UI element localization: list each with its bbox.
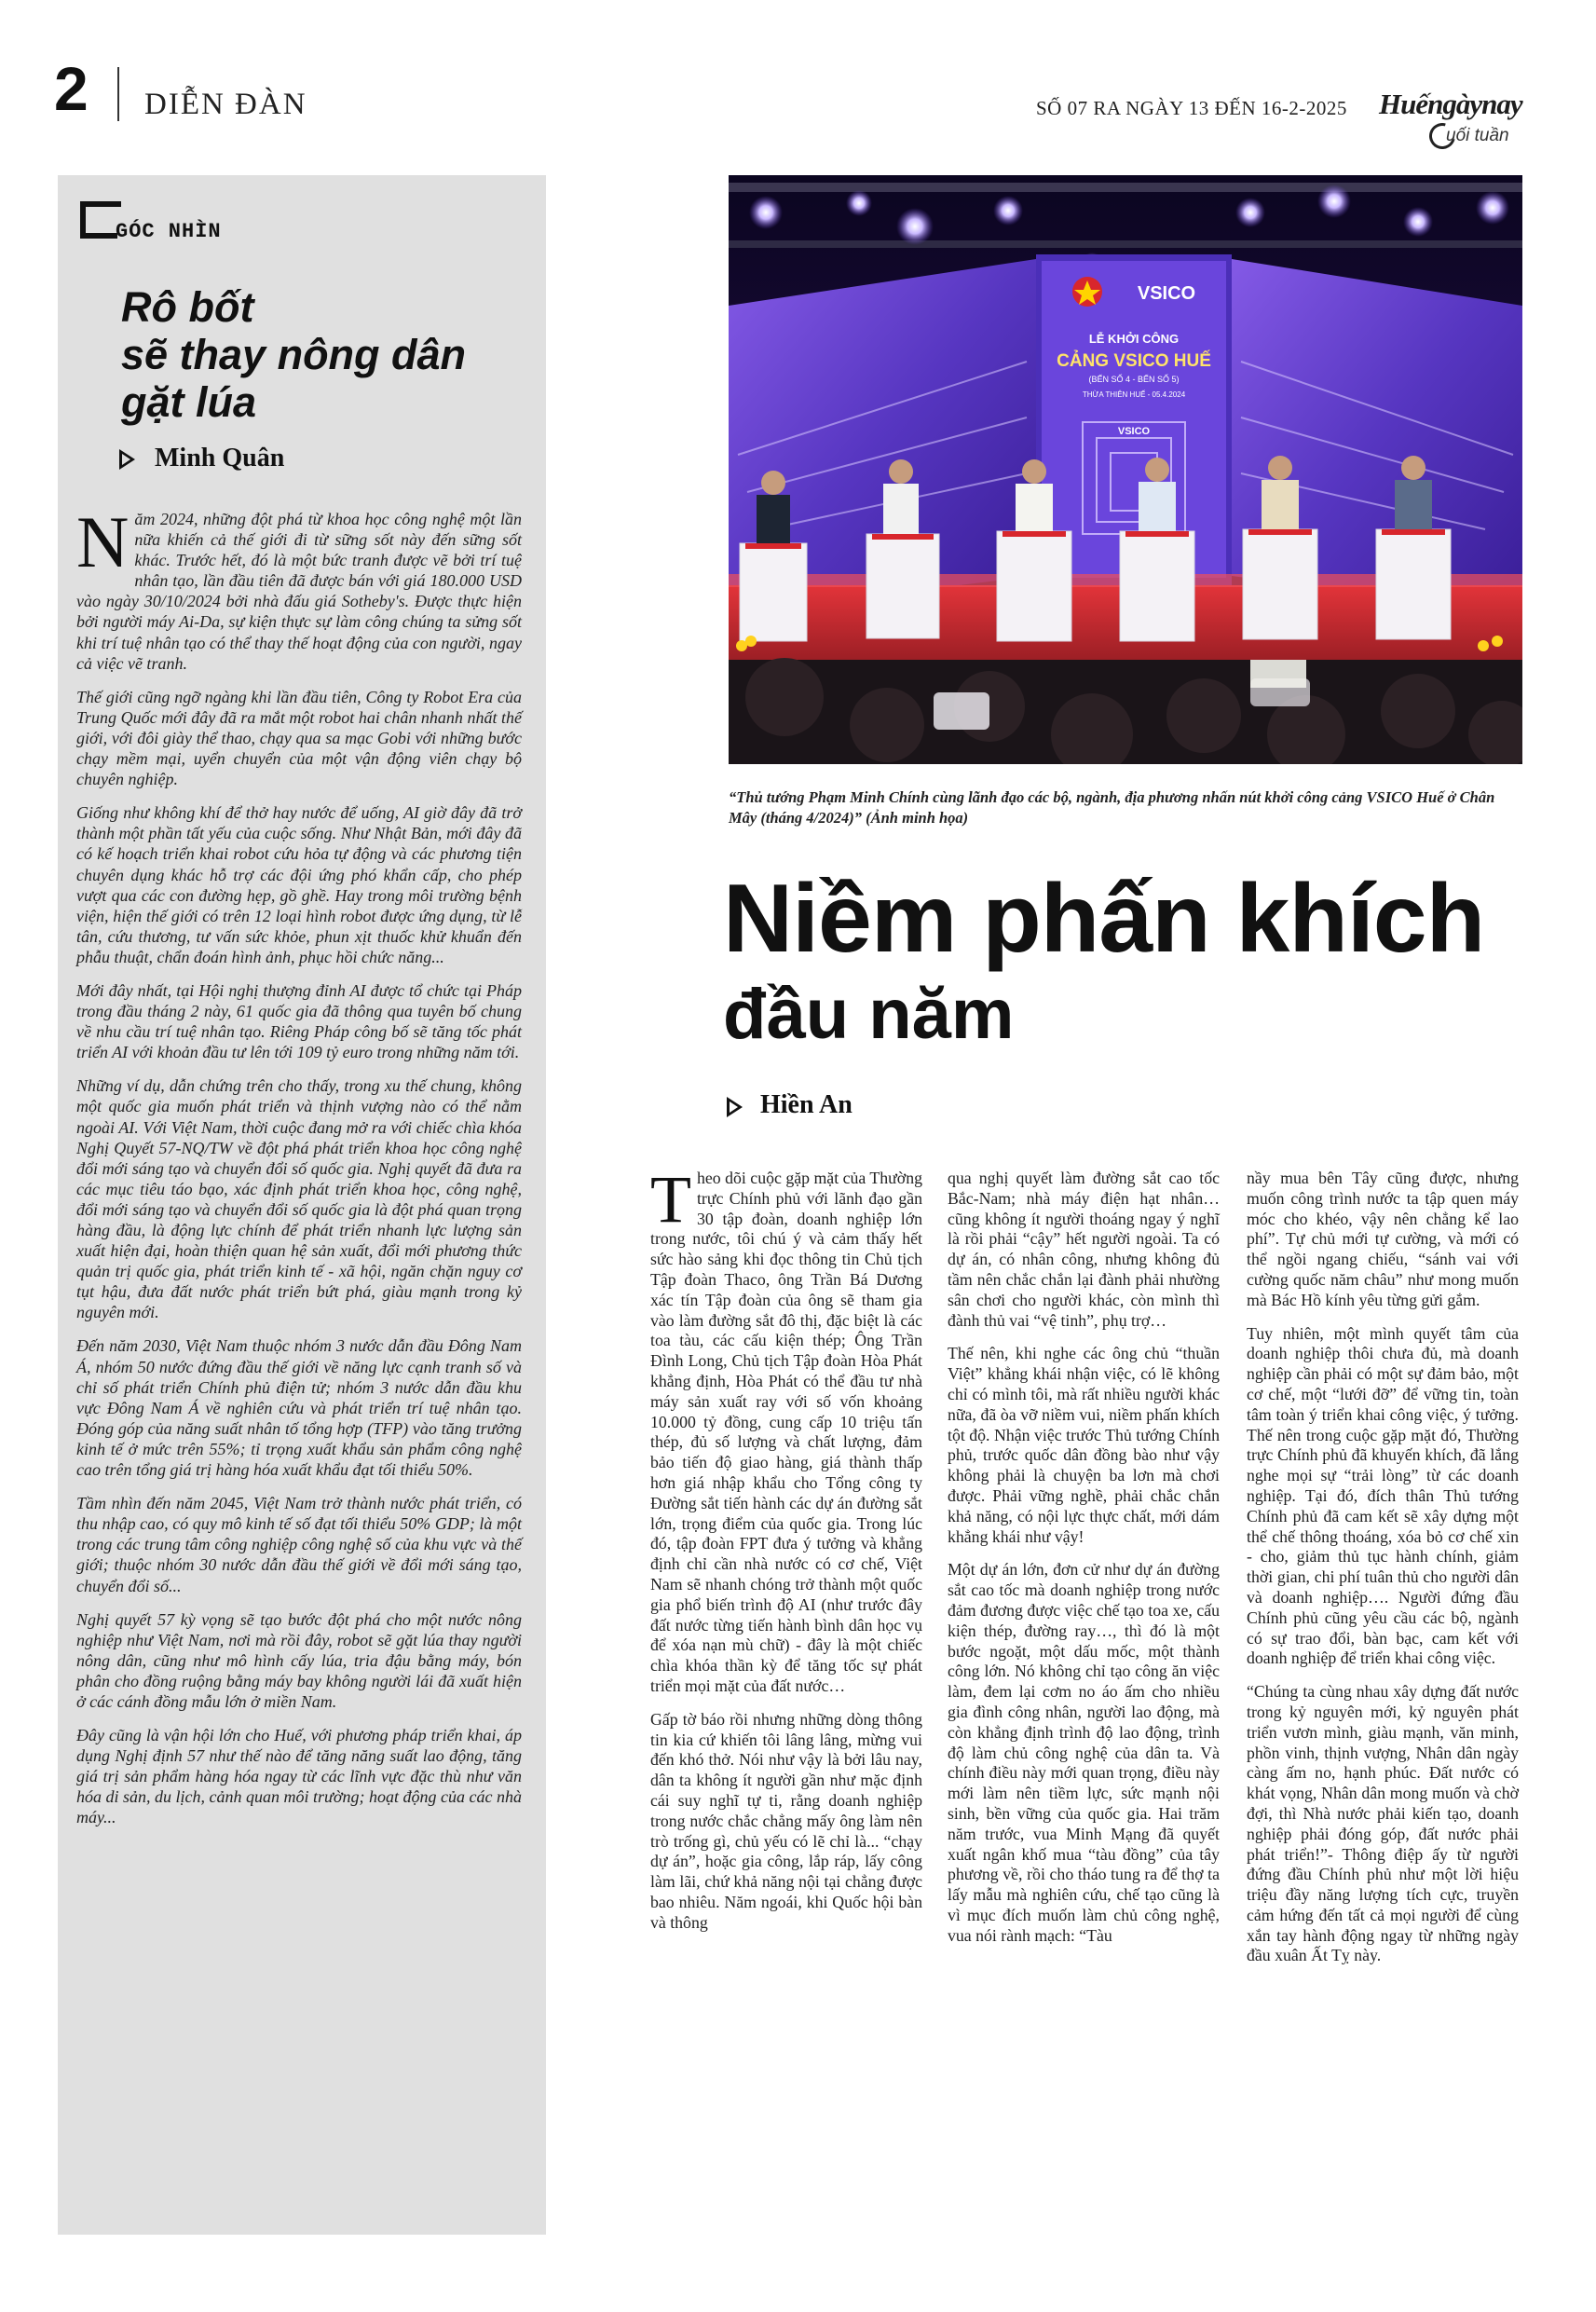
article-photo — [729, 175, 1522, 764]
publication-logo-sub: uối tuần — [1446, 126, 1509, 145]
article-paragraph: Gấp tờ báo rồi nhưng những dòng thông tin kia cứ khiến tôi lâng lâng, mừng vui đến khó thở. Nói như vậy là bởi lâu nay, dân ta không ít người gần như mặc định cái suy nghĩ tự ti, rằng doanh nghiệp trong nước chắc chẳng mấy ông làm nên trò trống gì, chủ yếu có lẽ chỉ là... “chạy dự án”, hoặc gia công, lắp ráp, lấy công làm lãi, chứ khả năng nội tại chẳng được bao nhiêu. Năm ngoái, khi Quốc hội bàn và thông — [650, 1709, 922, 1932]
article-column-3 — [1247, 1169, 1519, 1979]
sidebar-paragraph: Năm 2024, những đột phá từ khoa học công nghệ một lần nữa khiến cả thế giới đi từ sững sốt này đến sững sốt khác. Trước hết, đó là một bức tranh được vẽ bởi trí tuệ nhân tạo, lần đầu tiên đã được bán với giá 180.000 USD vào ngày 30/10/2024 bởi nhà đấu giá Sotheby's. Được thực hiện bởi người máy Ai-Da, sự kiện thực sự làm công chúng ta sửng sốt khi trí tuệ nhân tạo có thể thay thế hoạt động của con người, ngay cả việc vẽ tranh. — [76, 501, 522, 673]
article-author: Hiền An — [760, 1090, 853, 1119]
article-title — [723, 867, 1543, 1059]
article-column-1 — [650, 1162, 922, 1946]
page-number: 2 — [54, 54, 89, 123]
sidebar-paragraph: Thế giới cũng ngỡ ngàng khi lần đầu tiên, Công ty Robot Era của Trung Quốc mới đây đã ra mắt một robot hai chân nhanh nhất thế giới, với đôi giày thể thao, chạy qua sa mạc Gobi với những bước chạy mềm mại, uyển chuyển của một vận động viên chạy bộ chuyên nghiệp. — [76, 687, 522, 789]
sidebar-paragraph: Đây cũng là vận hội lớn cho Huế, với phương pháp triển khai, áp dụng Nghị định 57 như thế nào để tăng năng suất lao động, tăng giá trị sản phẩm hàng hóa ngay từ các lĩnh vực đặc thù như văn hóa di sản, du lịch, cảnh quan môi trường; hoạt động của các nhà máy... — [76, 1726, 522, 1827]
sidebar-paragraph: Nghị quyết 57 kỳ vọng sẽ tạo bước đột phá cho một nước nông nghiệp như Việt Nam, nơi mà rồi đây, robot sẽ gặt lúa thay người nông dân, cũng như mô hình cấy lúa, tria đậu bằng máy, bón phân cho đồng ruộng bằng máy bay không người lái đã xuất hiện ở các cánh đồng mẫu lớn ở miền Nam. — [76, 1609, 522, 1711]
issue-info: SỐ 07 RA NGÀY 13 ĐẾN 16-2-2025 — [1036, 97, 1347, 119]
header-divider — [117, 67, 119, 121]
article-paragraph: Theo dõi cuộc gặp mặt của Thường trực Chính phủ với lãnh đạo gần 30 tập đoàn, doanh nghiệp lớn trong nước, tôi chú ý và cảm thấy hết sức hào sảng khi đọc thông tin Chủ tịch Tập đoàn Thaco, ông Trần Bá Dương xác tín Tập đoàn của ông sẽ tham gia vào làm đường sắt đô thị, đặc biệt là các toa tàu, các cấu kiện thép; Ông Trần Đình Long, Chủ tịch Tập đoàn Hòa Phát khẳng định, Hòa Phát có thể đầu tư nhà máy sản xuất ray với số vốn khoảng 10.000 tỷ đồng, cung cấp 10 triệu tấn thép, đủ số lượng và chất lượng, đảm bảo tiến độ giao hàng, giá thành thấp hơn giá nhập khẩu cho Tổng công ty Đường sắt tiến hành các dự án đường sắt lớn, trọng điểm của quốc gia. Trong lúc đó, tập đoàn FPT đưa ý tưởng và khẳng định chỉ cần nhà nước có cơ chế, Việt Nam sẽ nhanh chóng trở thành một quốc gia phổ biến trình độ AI (như trước đây đất nước từng tiến hành bình dân học vụ để xóa nạn mù chữ) - đây là một chiếc chìa khóa thần kỳ để tăng tốc sự phát triển mọi mặt của đất nước… — [650, 1162, 922, 1695]
publication-logo: Huếngàynay — [1379, 88, 1522, 120]
article-paragraph: Tuy nhiên, một mình quyết tâm của doanh nghiệp thôi chưa đủ, mà doanh nghiệp cần phải có một sự đảm bảo, một cơ chế, một “lưới đỡ” để vững tin, toàn tâm toàn ý triển khai công việc, ý tưởng. Thế nên trong cuộc gặp mặt đó, Thường trực Chính phủ đã khuyến khích, đã lắng nghe mọi sự “trải lòng” từ các doanh nghiệp. Tại đó, đích thân Thủ tướng Chính phủ đã cam kết sẽ xây dựng một thể chế thông thoáng, xóa bỏ cơ chế xin - cho, giảm thủ tục hành chính, giảm thời gian, chi phí tuân thủ cho người dân và doanh nghiệp…. Người đứng đầu Chính phủ cũng yêu cầu các bộ, ngành có sự trao đổi, bàn bạc, cam kết với doanh nghiệp để triển khai công việc. — [1247, 1323, 1519, 1668]
sidebar-title-line: Rô bốt — [121, 283, 254, 331]
section-title: DIỄN ĐÀN — [144, 88, 307, 121]
photo-banner-date: THỪA THIÊN HUẾ - 05.4.2024 — [1082, 390, 1186, 399]
sidebar-paragraph: Những ví dụ, dẫn chứng trên cho thấy, trong xu thế chung, không một quốc gia muốn phát triển và thịnh vượng nào có thể nằm ngoài AI. Với Việt Nam, thời cuộc đang mở ra với chiếc chìa khóa Nghị Quyết 57-NQ/TW về đột phá phát triển khoa học công nghệ đổi mới sáng tạo và chuyển đổi số quốc gia. Nghị quyết đã đưa ra các mục tiêu táo bạo, xác định phát triển khoa học, công nghệ, đổi mới sáng tạo và chuyển đổi số quốc gia là đột phá quan trọng hàng đầu, là động lực chính để phát triển nhanh lực lượng sản xuất hiện đại, hoàn thiện quan hệ sản xuất, đổi mới phương thức quản trị quốc gia, phát triển kinh tế - xã hội, ngăn chặn nguy cơ tụt hậu, đưa đất nước phát triển bứt phá, giàu mạnh trong kỷ nguyên mới. — [76, 1076, 522, 1322]
photo-banner-name: CẢNG VSICO HUẾ — [1057, 351, 1211, 371]
sidebar-paragraph: Giống như không khí để thở hay nước để uống, AI giờ đây đã trở thành một phần tất yếu của cuộc sống. Như Nhật Bản, mới đây đã có kế hoạch triển khai robot cứu hỏa tự động và các phương tiện chuyên dụng khác hỗ trợ các đội ứng phó khẩn cấp, cho phép vượt qua các con đường hẹp, gồ ghề. Hay trong môi trường bệnh viện, hiện thế giới có trên 12 loại hình robot được ứng dụng, từ lễ tân, cứu thương, tư vấn sức khỏe, phun xịt thuốc khử khuẩn đến phẫu thuật, chẩn đoán hình ảnh, phục hồi chức năng... — [76, 803, 522, 966]
sidebar-paragraph: Đến năm 2030, Việt Nam thuộc nhóm 3 nước dẫn đầu Đông Nam Á, nhóm 50 nước đứng đầu thế giới về năng lực cạnh tranh số và chỉ số phát triển Chính phủ điện tử; nhóm 3 nước dẫn đầu khu vực Đông Nam Á về nghiên cứu và phát triển trí tuệ nhân tạo. Đóng góp của năng suất nhân tố tổng hợp (TFP) vào tăng trưởng kinh tế ở mức trên 55%; tỉ trọng xuất khẩu sản phẩm công nghệ cao trên tổng giá trị hàng hóa xuất khẩu đạt tối thiểu 50%. — [76, 1336, 522, 1480]
article-title-line2: đầu năm — [723, 975, 1015, 1054]
article-paragraph: nầy mua bên Tây cũng được, nhưng muốn công trình nước ta tập quen máy móc cho khéo, vậy nên chẳng kể lao phí”. Tự chủ mới tự cường, và mới có thể ngồi ngang chiếu, “sánh vai với cường quốc năm châu” như mong muốn mà Bác Hồ kính yêu từng gửi gắm. — [1247, 1169, 1519, 1309]
article-paragraph: Thế nên, khi nghe các ông chủ “thuần Việt” khẳng khái nhận việc, có lẽ không chỉ có mình tôi, mà rất nhiều người khác nữa, đã òa vỡ niềm vui, niềm phấn khích tột độ. Nhận việc trước Thủ tướng Chính phủ, trước quốc dân đồng bào như vậy không phải là chuyện ba lơn mà chơi được. Phải vững nghề, phải chắc chắn khả năng, có nội lực thực chất, mới dám khẳng khái như vậy! — [948, 1344, 1220, 1546]
sidebar-title-line: sẽ thay nông dân — [121, 331, 467, 378]
photo-banner-title: LỄ KHỞI CÔNG — [1088, 332, 1180, 346]
sidebar-paragraph: Mới đây nhất, tại Hội nghị thượng đỉnh AI được tổ chức tại Pháp trong đầu tháng 2 này, 61 quốc gia đã thông qua tuyên bố chung về nhu cầu trí tuệ nhân tạo. Riêng Pháp công bố sẽ tăng tốc phát triển AI với khoản đầu tư lên tới 109 tỷ euro trong những năm tới. — [76, 980, 522, 1062]
sidebar-author: Minh Quân — [155, 444, 285, 472]
article-paragraph: “Chúng ta cùng nhau xây dựng đất nước trong kỷ nguyên mới, kỷ nguyên phát triển vươn mình, giàu mạnh, văn minh, phồn vinh, thịnh vượng, Nhân dân ngày càng ấm no, hạnh phúc. Đất nước có khát vọng, Nhân dân mong muốn và chờ đợi, thì Nhà nước phải kiến tạo, doanh nghiệp phải đóng góp, đất nước phải phát triển!”- Thông điệp ấy từ người đứng đầu Chính phủ như một lời hiệu triệu đầy năng lượng tích cực, truyền cảm hứng đến tất cả mọi người để cùng xắn tay hành động ngay từ những ngày đầu xuân Ất Tỵ này. — [1247, 1682, 1519, 1965]
sidebar-paragraph: Tầm nhìn đến năm 2045, Việt Nam trở thành nước phát triển, có thu nhập cao, có quy mô kinh tế số đạt tối thiểu 50% GDP; là một trong các trung tâm công nghiệp công nghệ số của khu vực và thế giới; thuộc nhóm 30 nước dẫn đầu thế giới về đổi mới sáng tạo, chuyển đổi số... — [76, 1494, 522, 1595]
sidebar-title-line: gặt lúa — [121, 378, 257, 426]
corner-bracket-icon — [80, 201, 117, 239]
article-title-line1: Niềm phấn khích — [723, 865, 1485, 973]
photo-screen-brand: VSICO — [1117, 426, 1151, 437]
article-paragraph: qua nghị quyết làm đường sắt cao tốc Bắc-Nam; nhà máy điện hạt nhân… cũng không ít người thoáng ngay ý nghĩ là rồi phải “cậy” hết người ngoài. Ta có dự án, có nhân công, nhưng không đủ tầm nên chắc chắn lại đành phải nhường sân chơi cho người khác, còn mình thì đành thủ vai “vệ tinh”, phụ trợ… — [948, 1169, 1220, 1330]
photo-banner-sub: (BẾN SỐ 4 - BẾN SỐ 5) — [1088, 375, 1180, 384]
photo-caption: “Thủ tướng Phạm Minh Chính cùng lãnh đạo các bộ, ngành, địa phương nhấn nút khởi công cảng VSICO Huế ở Chân Mây (tháng 4/2024)” (Ảnh minh họa) — [729, 788, 1495, 827]
article-paragraph: Một dự án lớn, đơn cử như dự án đường sắt cao tốc mà doanh nghiệp trong nước đảm đương được việc chế tạo toa xe, cấu kiện thép, đường ray…, thì đó là một bước ngoặt, một dấu mốc, một thành công lớn. Nó không chỉ tạo công ăn việc làm, đem lại cơm no áo ấm cho nhiều gia đình công nhân, người lao động, mà còn khẳng định trình độ lao động, trình độ làm chủ công nghệ của dân ta. Và chính điều này mới quan trọng, điều này mới làm nên tiềm lực, sức mạnh nội sinh, bền vững của quốc gia. Hai trăm năm trước, vua Minh Mạng đã quyết xuất ngân khố mua “tàu đồng” của tây phương về, rồi cho tháo tung ra để thợ ta lấy mẫu mà nghiên cứu, chế tạo cũng là vì mục đích muốn làm chủ công nghệ, vua nói rành mạch: “Tàu — [948, 1560, 1220, 1945]
drop-cap: N — [76, 501, 130, 582]
sidebar-title — [121, 283, 531, 426]
photo-brand: VSICO — [1137, 283, 1196, 304]
article-column-2 — [948, 1169, 1220, 1959]
byline-arrow-icon — [119, 449, 135, 470]
drop-cap: T — [650, 1162, 691, 1237]
sidebar-body — [76, 501, 522, 1841]
byline-arrow-icon — [727, 1097, 743, 1117]
column-label: GÓC NHÌN — [116, 220, 222, 243]
